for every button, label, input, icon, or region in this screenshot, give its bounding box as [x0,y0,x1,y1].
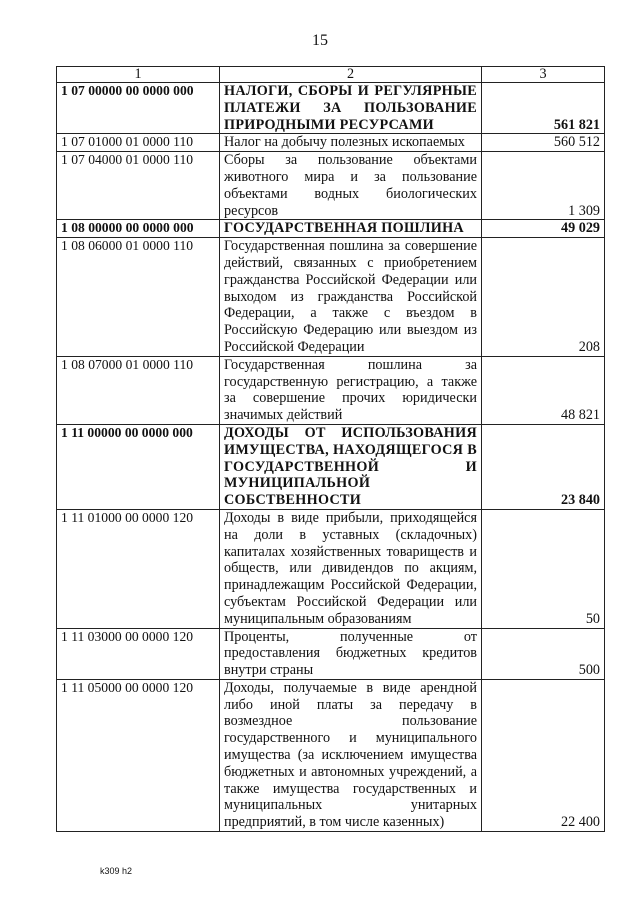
amount-cell: 208 [482,238,605,357]
section-row [57,83,605,134]
income-code-cell: 1 08 07000 01 0000 110 [57,356,220,424]
table-row [57,679,605,831]
income-name-cell: ГОСУДАРСТВЕННАЯ ПОШЛИНА [220,220,482,238]
income-code-cell: 1 07 00000 00 0000 000 [57,83,220,134]
income-name-cell: Сборы за пользование объектами животного мира и за пользование объектами водных биологических ресурсов [220,152,482,220]
amount-cell: 560 512 [482,134,605,152]
table-row [57,152,605,220]
income-name-cell: Налог на добычу полезных ископаемых [220,134,482,152]
income-code-cell: 1 07 04000 01 0000 110 [57,152,220,220]
header-row [57,67,605,83]
income-code-cell: 1 08 00000 00 0000 000 [57,220,220,238]
column-header-code: 1 [57,67,220,83]
section-row [57,424,605,509]
income-name-cell: Доходы в виде прибыли, приходящейся на доли в уставных (складочных) капиталах хозяйственных товариществ и обществ, или дивидендов по акциям, принадлежащим Российской Федерации, субъектам Российской Федерации или муниципальным образованиям [220,509,482,628]
income-name-cell: ДОХОДЫ ОТ ИСПОЛЬЗОВАНИЯ ИМУЩЕСТВА, НАХОДЯЩЕГОСЯ В ГОСУДАРСТВЕННОЙ И МУНИЦИПАЛЬНОЙ СОБСТВЕННОСТИ [220,424,482,509]
table-row [57,134,605,152]
amount-cell: 1 309 [482,152,605,220]
document-code: k309 h2 [100,866,133,876]
table-row [57,628,605,679]
income-name-cell: НАЛОГИ, СБОРЫ И РЕГУЛЯРНЫЕ ПЛАТЕЖИ ЗА ПОЛЬЗОВАНИЕ ПРИРОДНЫМИ РЕСУРСАМИ [220,83,482,134]
table-row [57,356,605,424]
income-name-cell: Доходы, получаемые в виде арендной либо иной платы за передачу в возмездное пользование государственного и муниципального имущества (за исключением имущества бюджетных и автономных учреждений, а также имущества государственных и муниципальных унитарных предприятий, в том числе казенных) [220,679,482,831]
amount-cell: 48 821 [482,356,605,424]
income-code-cell: 1 08 06000 01 0000 110 [57,238,220,357]
income-name-cell: Государственная пошлина за государственную регистрацию, а также за совершение прочих юридически значимых действий [220,356,482,424]
table-row [57,509,605,628]
income-code-cell: 1 11 01000 00 0000 120 [57,509,220,628]
income-name-cell: Государственная пошлина за совершение действий, связанных с приобретением гражданства Российской Федерации или выходом из гражданства Российской Федерации, а также с въездом в Российскую Федерацию или выездом из Российской Федерации [220,238,482,357]
amount-cell: 22 400 [482,679,605,831]
amount-cell: 49 029 [482,220,605,238]
amount-cell: 50 [482,509,605,628]
budget-table [56,66,605,832]
page-number: 15 [312,32,328,49]
table-row [57,238,605,357]
income-name-cell: Проценты, полученные от предоставления бюджетных кредитов внутри страны [220,628,482,679]
income-code-cell: 1 07 01000 01 0000 110 [57,134,220,152]
column-header-name: 2 [220,67,482,83]
income-code-cell: 1 11 05000 00 0000 120 [57,679,220,831]
amount-cell: 23 840 [482,424,605,509]
amount-cell: 500 [482,628,605,679]
income-code-cell: 1 11 00000 00 0000 000 [57,424,220,509]
amount-cell: 561 821 [482,83,605,134]
income-code-cell: 1 11 03000 00 0000 120 [57,628,220,679]
section-row [57,220,605,238]
column-header-amount: 3 [482,67,605,83]
